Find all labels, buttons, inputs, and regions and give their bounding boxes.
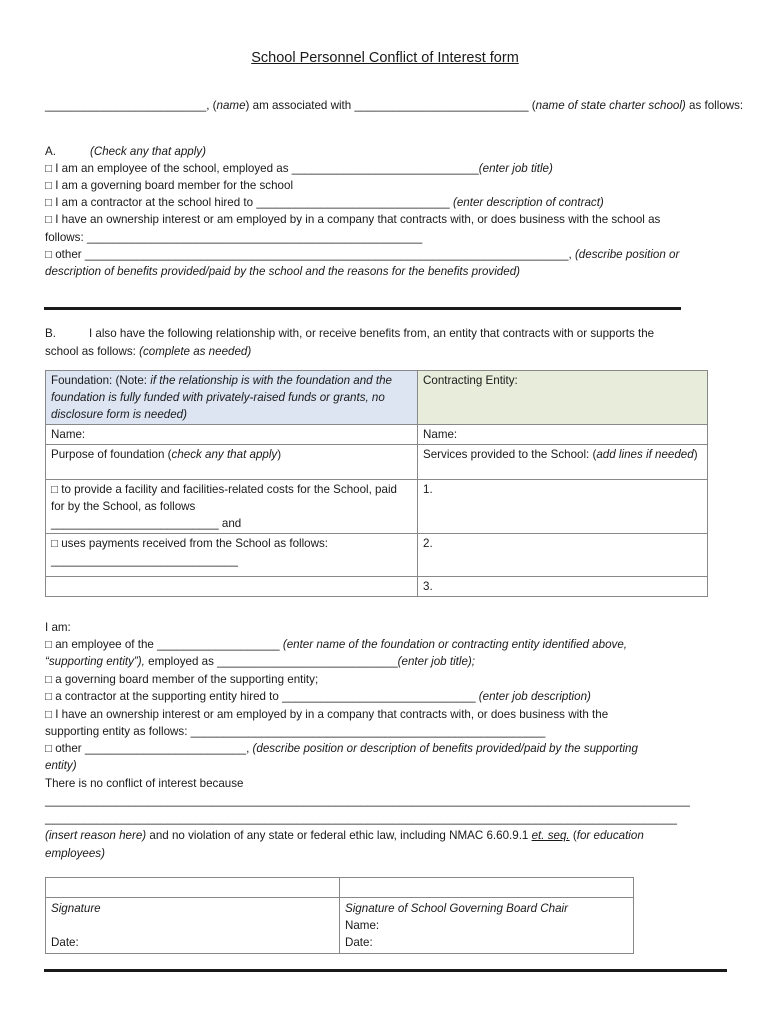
employed-as-text: employed as — [148, 655, 214, 668]
reason-blank-1[interactable] — [45, 792, 690, 809]
facility-and: and — [221, 517, 242, 530]
reason-hint: (insert reason here) — [45, 829, 147, 842]
other-blank[interactable]: ___________________________________________________________________________ — [84, 248, 569, 261]
facility-blank[interactable]: __________________________ — [51, 517, 219, 530]
section-b-hint: (complete as needed) — [139, 345, 252, 358]
foundation-header-cell — [46, 371, 418, 425]
foundation-label: Foundation: (Note: — [51, 374, 148, 387]
table-row — [46, 878, 634, 898]
service-item-3-cell[interactable] — [418, 577, 708, 597]
reason-statement-line2 — [45, 845, 105, 862]
option-contractor[interactable] — [45, 194, 604, 211]
services-label: Services provided to the School: ( — [423, 448, 597, 461]
other-hint-line — [45, 263, 520, 280]
option-employee-text: □ I am an employee of the school, employed as — [45, 162, 289, 175]
table-row — [46, 480, 708, 534]
i-am-employee[interactable] — [45, 636, 627, 653]
i-am-label — [45, 619, 71, 636]
job-description-hint: (enter job description) — [478, 690, 591, 703]
purpose-cell: Purpose of foundation (check any that apply) — [46, 445, 418, 480]
contracting-label: Contracting Entity: — [423, 374, 518, 387]
intro-line: _________________________, (name) am associated with ___________________________ (name of state charter school) as follows: — [45, 99, 744, 112]
ownership-follows — [45, 229, 422, 246]
payments-blank[interactable]: _____________________________ — [51, 554, 238, 567]
associated-text: am associated with — [252, 99, 352, 112]
option-ownership-text: □ I have an ownership interest or am employed by in a company that contracts with, or does business with the school as — [45, 213, 661, 226]
option-other-text: □ other — [45, 248, 82, 261]
chair-date-label: Date: — [344, 936, 373, 949]
reason-blank-line-1[interactable]: ____________________________________________________________________________________________________ — [45, 794, 690, 807]
table-row — [46, 371, 708, 425]
et-seq: et. seq. — [531, 829, 570, 842]
section-b-line2 — [45, 343, 251, 360]
entity-name-hint: (enter name of the foundation or contracting entity identified above, — [282, 638, 627, 651]
section-b-text2: school as follows: — [45, 345, 136, 358]
section-b-label: B. — [45, 327, 56, 340]
supporting-ownership-blank[interactable]: _______________________________________________________ — [190, 725, 546, 738]
signature-cell[interactable] — [46, 898, 340, 954]
contracting-name-label: Name: — [423, 428, 458, 441]
relationship-table — [45, 370, 708, 597]
contract-hint: (enter description of contract) — [452, 196, 604, 209]
other-hint-continued: description of benefits provided/paid by the school and the reasons for the benefits provided) — [45, 265, 520, 278]
reason-blank-2[interactable] — [45, 810, 677, 827]
i-am-contractor-text: □ a contractor at the supporting entity hired to — [45, 690, 279, 703]
job-title-hint: (enter job title) — [478, 162, 553, 175]
contract-blank[interactable]: ______________________________ — [256, 196, 450, 209]
supporting-job-hint: (enter job title); — [397, 655, 475, 668]
job-description-blank[interactable]: ______________________________ — [282, 690, 476, 703]
section-divider — [44, 307, 681, 310]
i-am-board-member[interactable] — [45, 671, 318, 688]
option-board-member-text: □ I am a governing board member for the school — [45, 179, 294, 192]
for-education-hint: for education — [576, 829, 644, 842]
option-ownership[interactable] — [45, 211, 660, 228]
school-blank[interactable]: ___________________________ — [354, 99, 529, 112]
services-hint: add lines if needed — [596, 448, 694, 461]
name-hint: name — [216, 99, 246, 112]
table-row — [46, 425, 708, 445]
service-item-3: 3. — [423, 580, 433, 593]
reason-statement — [45, 827, 644, 844]
entity-name-blank[interactable]: ___________________ — [157, 638, 280, 651]
option-employee[interactable] — [45, 160, 553, 177]
i-am-contractor[interactable] — [45, 688, 591, 705]
facility-cell[interactable] — [46, 480, 418, 534]
supporting-entity-hint: “supporting entity”), — [45, 655, 145, 668]
i-am-other-line2 — [45, 757, 77, 774]
job-title-blank[interactable]: _____________________________ — [291, 162, 479, 175]
ownership-blank[interactable]: ____________________________________________________ — [86, 231, 423, 244]
follows-label: follows: — [45, 231, 84, 244]
i-am-other[interactable] — [45, 740, 638, 757]
services-cell: Services provided to the School: (add lines if needed) — [418, 445, 708, 480]
reason-text: and no violation of any state or federal ethic law, including NMAC 6.60.9.1 — [149, 829, 529, 842]
no-conflict-label — [45, 775, 244, 792]
section-b-header — [45, 325, 654, 342]
payments-cell[interactable] — [46, 534, 418, 577]
empty-cell — [46, 577, 418, 597]
other-hint: (describe position or — [574, 248, 680, 261]
option-board-member[interactable] — [45, 177, 293, 194]
foundation-note: if the relationship is with the foundation and the foundation is fully funded with privately-raised funds or grants, no disclosure form is needed) — [51, 374, 392, 421]
contracting-name-cell[interactable] — [418, 425, 708, 445]
i-am-text: I am: — [45, 621, 71, 634]
table-row — [46, 898, 634, 954]
paren-open: ( — [572, 829, 577, 842]
table-row — [46, 534, 708, 577]
i-am-ownership[interactable] — [45, 706, 608, 723]
purpose-label: Purpose of foundation ( — [51, 448, 172, 461]
signature-top-left — [46, 878, 340, 898]
i-am-employee-line2 — [45, 653, 475, 670]
school-hint: name of state charter school) — [535, 99, 686, 112]
signature-label: Signature — [51, 902, 101, 915]
payments-text: □ uses payments received from the School as follows: — [51, 537, 329, 550]
section-a-label: A. — [45, 145, 56, 158]
i-am-ownership-line2 — [45, 723, 545, 740]
chair-signature-label: Signature of School Governing Board Chair — [344, 902, 568, 915]
no-conflict-text: There is no conflict of interest because — [45, 777, 244, 790]
i-am-other-blank[interactable]: _________________________, — [84, 742, 250, 755]
reason-blank-line-2[interactable]: __________________________________________________________________________________________________ — [45, 812, 677, 825]
supporting-job-blank[interactable]: ____________________________ — [217, 655, 398, 668]
option-other[interactable]: □ other ___________________________________________________________________________, (describe position or — [45, 248, 680, 261]
chair-signature-cell[interactable] — [339, 898, 633, 954]
signature-top-right — [339, 878, 633, 898]
foundation-name-label: Name: — [51, 428, 86, 441]
i-am-board-member-text: □ a governing board member of the supporting entity; — [45, 673, 319, 686]
facility-text: □ to provide a facility and facilities-related costs for the School, paid for by the School, as follows — [51, 483, 397, 513]
option-contractor-text: □ I am a contractor at the school hired to — [45, 196, 254, 209]
service-item-2: 2. — [423, 537, 433, 550]
table-row — [46, 577, 708, 597]
section-b-text: I also have the following relationship with, or receive benefits from, an entity that contracts with or supports the — [88, 327, 655, 340]
page-title: School Personnel Conflict of Interest form — [251, 50, 519, 66]
i-am-other-hint: (describe position or description of benefits provided/paid by the supporting — [252, 742, 638, 755]
employees-hint: employees) — [45, 847, 105, 860]
table-row — [46, 445, 708, 480]
section-a-header — [45, 143, 206, 160]
contracting-header-cell — [418, 371, 708, 425]
signature-table — [45, 877, 634, 954]
i-am-other-hint-continued: entity) — [45, 759, 77, 772]
chair-name-label: Name: — [344, 919, 380, 932]
i-am-ownership-text: □ I have an ownership interest or am employed by in a company that contracts with, or does business with the — [45, 708, 609, 721]
as-follows-text: as follows: — [689, 99, 744, 112]
service-item-1-cell[interactable] — [418, 480, 708, 534]
purpose-hint: check any that apply — [171, 448, 278, 461]
supporting-follows-text: supporting entity as follows: — [45, 725, 188, 738]
signature-date-label: Date: — [51, 936, 79, 949]
footer-divider — [44, 969, 727, 972]
i-am-employee-text: □ an employee of the — [45, 638, 154, 651]
foundation-name-cell[interactable] — [46, 425, 418, 445]
i-am-other-text: □ other — [45, 742, 82, 755]
service-item-1: 1. — [423, 483, 433, 496]
name-blank[interactable]: _________________________ — [45, 99, 207, 112]
section-a-instruction: (Check any that apply) — [89, 145, 206, 158]
service-item-2-cell[interactable] — [418, 534, 708, 577]
